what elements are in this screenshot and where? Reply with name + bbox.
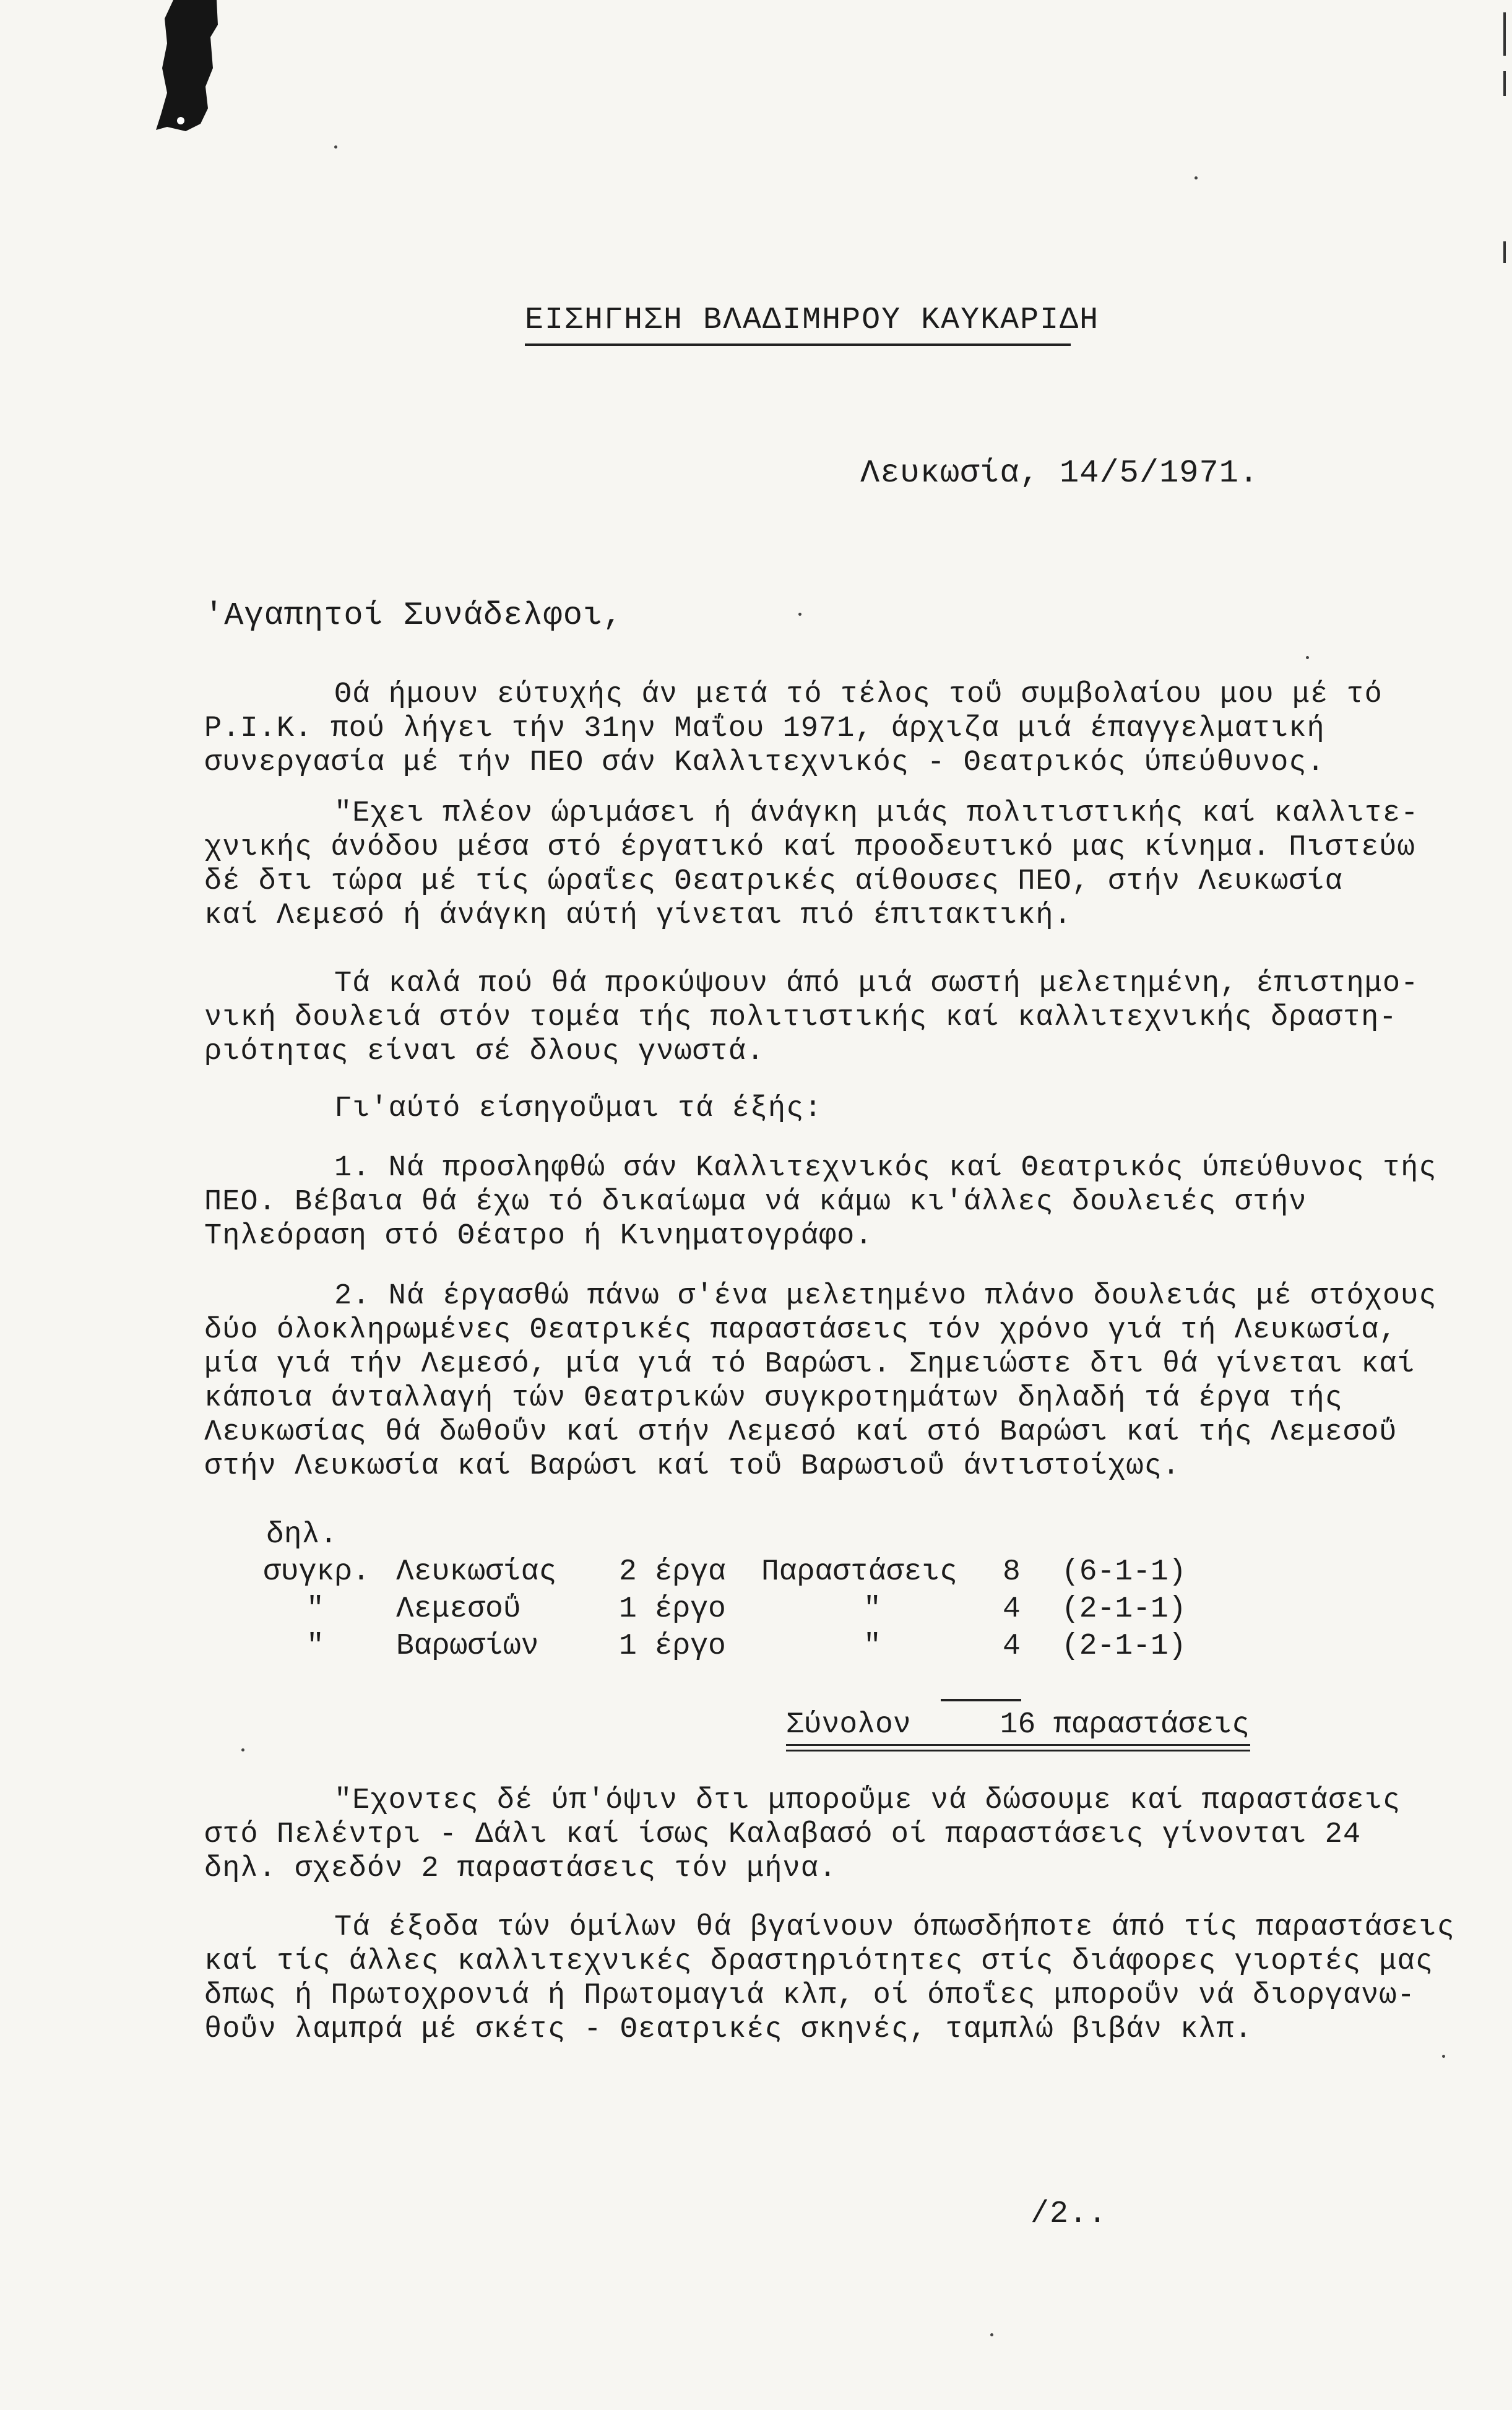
scan-speck	[1194, 176, 1198, 179]
body-line: καί Λεμεσό ή άνάγκη αύτή γίνεται πιό έπιτακτική.	[204, 899, 1072, 932]
table-row-label: "	[306, 1630, 324, 1663]
table-row-works: 2 έργα	[619, 1555, 726, 1589]
greeting: 'Αγαπητοί Συνάδελφοι,	[204, 597, 623, 634]
body-line: στήν Λευκωσία καί Βαρώσι καί τοΰ Βαρωσιοΰ άντιστοίχως.	[204, 1450, 1181, 1483]
closing-line: "Εχοντες δέ ύπ'όψιν δτι μποροΰμε νά δώσουμε καί παραστάσεις	[334, 1784, 1401, 1817]
body-line: 2. Νά έργασθώ πάνω σ'ένα μελετημένο πλάνο δουλειάς μέ στόχους	[334, 1280, 1437, 1313]
scan-speck	[990, 2333, 993, 2336]
body-line: ριότητας είναι σέ δλους γνωστά.	[204, 1035, 765, 1068]
table-row-label: "	[306, 1592, 324, 1626]
table-row-count: 4	[1003, 1630, 1021, 1663]
total-underline	[786, 1750, 1250, 1751]
date-line: Λευκωσία, 14/5/1971.	[860, 455, 1259, 491]
closing-line: καί τίς άλλες καλλιτεχνικές δραστηριότητες στίς διάφορες γιορτές μας	[204, 1945, 1433, 1978]
page-number: /2..	[1030, 2196, 1108, 2232]
edge-mark	[1503, 71, 1506, 96]
title-underline	[525, 343, 1071, 346]
closing-line: στό Πελέντρι - Δάλι καί ίσως Καλαβασό οί παραστάσεις γίνονται 24	[204, 1818, 1362, 1851]
body-line: ΠΕΟ. Βέβαια θά έχω τό δικαίωμα νά κάμω κι'άλλες δουλειές στήν	[204, 1186, 1307, 1219]
closing-line: θοΰν λαμπρά μέ σκέτς - Θεατρικές σκηνές, ταμπλώ βιβάν κλπ.	[204, 2013, 1253, 2046]
body-line: χνικής άνόδου μέσα στό έργατικό καί προοδευτικό μας κίνημα. Πιστεύω	[204, 831, 1415, 864]
scan-speck	[1306, 656, 1309, 659]
table-total: Σύνολον 16 παραστάσεις	[786, 1708, 1250, 1742]
table-row-perf-label: Παραστάσεις	[761, 1555, 957, 1589]
scan-speck	[334, 145, 337, 149]
body-line: δέ δτι τώρα μέ τίς ώραΐες Θεατρικές αίθουσες ΠΕΟ, στήν Λευκωσία	[204, 865, 1343, 898]
body-line: Θά ήμουν εύτυχής άν μετά τό τέλος τοΰ συμβολαίου μου μέ τό	[334, 678, 1383, 711]
body-line: νική δουλειά στόν τομέα τής πολιτιστικής καί καλλιτεχνικής δραστη-	[204, 1001, 1398, 1034]
table-row-label: συγκρ.	[263, 1555, 370, 1589]
body-line: Γι'αύτό είσηγοΰμαι τά έξής:	[334, 1092, 823, 1125]
table-row-place: Βαρωσίων	[396, 1630, 539, 1663]
document-title: ΕΙΣΗΓΗΣΗ ΒΛΑΔΙΜΗΡΟΥ ΚΑΥΚΑΡΙΔΗ	[525, 303, 1100, 338]
body-line: 1. Νά προσληφθώ σάν Καλλιτεχνικός καί Θεατρικός ύπεύθυνος τής	[334, 1152, 1437, 1185]
body-line: "Εχει πλέον ώριμάσει ή άνάγκη μιάς πολιτιστικής καί καλλιτε-	[334, 797, 1419, 830]
body-line: συνεργασία μέ τήν ΠΕΟ σάν Καλλιτεχνικός - Θεατρικός ύπεύθυνος.	[204, 746, 1325, 779]
table-row-works: 1 έργο	[619, 1630, 726, 1663]
body-line: Τά καλά πού θά προκύψουν άπό μιά σωστή μελετημένη, έπιστημο-	[334, 967, 1419, 1000]
scan-speck	[798, 613, 801, 616]
table-row-count: 4	[1003, 1592, 1021, 1626]
ink-blot-icon	[149, 0, 241, 155]
table-intro: δηλ.	[266, 1518, 338, 1552]
body-line: Λευκωσίας θά δωθοΰν καί στήν Λεμεσό καί στό Βαρώσι καί τής Λεμεσοΰ	[204, 1416, 1398, 1449]
table-row-split: (2-1-1)	[1061, 1630, 1186, 1663]
body-line: Τηλεόραση στό Θέατρο ή Κινηματογράφο.	[204, 1220, 873, 1253]
total-underline	[786, 1744, 1250, 1746]
total-overline	[941, 1699, 1021, 1701]
table-row-perf-label: "	[863, 1630, 881, 1663]
closing-line: δπως ή Πρωτοχρονιά ή Πρωτομαγιά κλπ, οί όποΐες μποροΰν νά διοργανω-	[204, 1979, 1415, 2012]
body-line: μία γιά τήν Λεμεσό, μία γιά τό Βαρώσι. Σημειώστε δτι θά γίνεται καί	[204, 1348, 1415, 1381]
edge-mark	[1503, 12, 1506, 56]
scan-speck	[1442, 2055, 1445, 2058]
body-line: Ρ.Ι.Κ. πού λήγει τήν 31ην Μαΐου 1971, άρχιζα μιά έπαγγελματική	[204, 712, 1325, 745]
table-row-place: Λευκωσίας	[396, 1555, 557, 1589]
closing-line: Τά έξοδα τών όμίλων θά βγαίνουν όπωσδήποτε άπό τίς παραστάσεις	[334, 1911, 1455, 1944]
table-row-perf-label: "	[863, 1592, 881, 1626]
table-row-place: Λεμεσοΰ	[396, 1592, 521, 1626]
table-row-split: (2-1-1)	[1061, 1592, 1186, 1626]
closing-line: δηλ. σχεδόν 2 παραστάσεις τόν μήνα.	[204, 1852, 837, 1885]
table-row-works: 1 έργο	[619, 1592, 726, 1626]
body-line: δύο όλοκληρωμένες Θεατρικές παραστάσεις τόν χρόνο γιά τή Λευκωσία,	[204, 1314, 1398, 1347]
scan-speck	[241, 1748, 244, 1751]
table-row-count: 8	[1003, 1555, 1021, 1589]
edge-mark	[1503, 241, 1506, 263]
body-line: κάποια άνταλλαγή τών Θεατρικών συγκροτημάτων δηλαδή τά έργα τής	[204, 1382, 1343, 1415]
table-row-split: (6-1-1)	[1061, 1555, 1186, 1589]
